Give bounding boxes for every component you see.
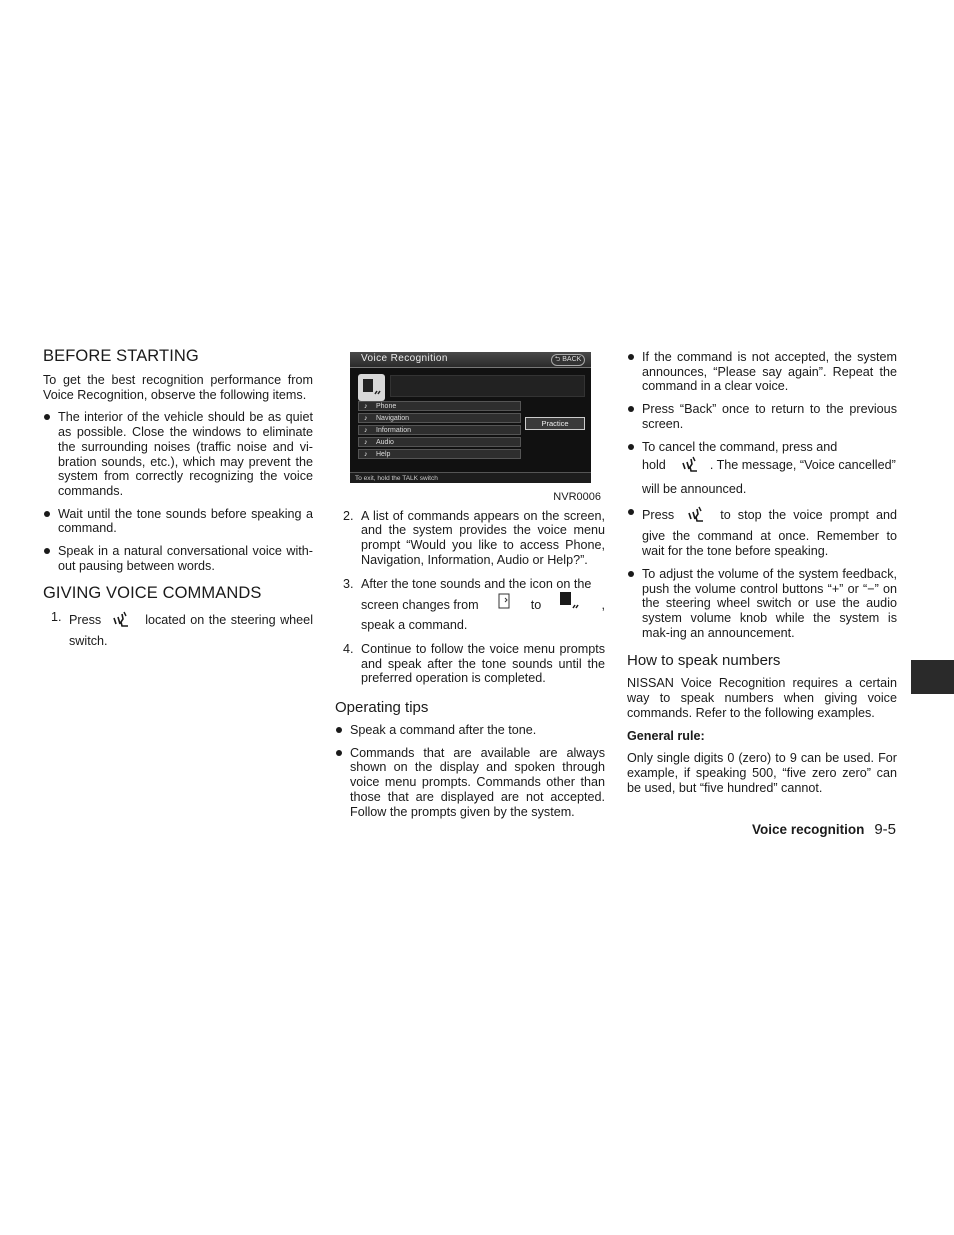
list-item: Speak in a natural conversational voice with-out pausing between words. (43, 544, 313, 573)
column-left (43, 346, 313, 658)
list-item: Speak a command after the tone. (335, 723, 605, 738)
menu-item-audio: ♪ Audio (358, 437, 521, 447)
column-right (627, 350, 897, 795)
screen-footer: To exit, hold the TALK switch (350, 472, 591, 483)
voice-icon: ♪ (364, 439, 368, 446)
heading-giving-voice-commands: GIVING VOICE COMMANDS (43, 584, 262, 603)
step-4: 4. Continue to follow the voice menu prompts and speak after the tone sounds until the preferred operation is completed. (343, 641, 605, 686)
page-footer (752, 822, 896, 838)
step-3: 3. After the tone sounds and the icon on the screen changes from to , speak a command. (343, 576, 605, 633)
voice-recognition-screen-figure (350, 352, 591, 483)
chapter-side-tab (911, 660, 954, 694)
list-item: To cancel the command, press and hold . The message, “Voice cancelled” will be announced. (627, 440, 897, 497)
menu-item-phone: ♪ Phone (358, 401, 521, 411)
bullet-icon (628, 354, 634, 360)
talk-switch-icon (680, 455, 700, 482)
numbers-intro: NISSAN Voice Recognition requires a certain way to speak numbers when giving voice commands. Refer to the following examples. (627, 676, 897, 720)
bullet-icon (44, 414, 50, 420)
bullet-icon (628, 571, 634, 577)
general-rule-text: Only single digits 0 (zero) to 9 can be used. For example, if speaking 500, “five zero zero” can be used, but “five hundred” cannot. (627, 751, 897, 795)
bullet-icon (628, 406, 634, 412)
step-1: 1. Press located on the steering wheel switch. (51, 610, 313, 649)
step-2: 2. A list of commands appears on the screen, and the system provides the voice menu prompt “Would you like to access Phone, Navigation, Information, Audio or Help?”. (343, 508, 605, 567)
bullet-icon (336, 727, 342, 733)
list-item: To adjust the volume of the system feedback, push the volume control buttons “+” or “−” on the steering wheel switch or use the audio system volume knob while the system is mak-ing an announcement. (627, 567, 897, 641)
speaker-icon (559, 591, 583, 618)
recognition-textbox (390, 375, 585, 397)
intro-paragraph: To get the best recognition performance from Voice Recognition, observe the following items. (43, 373, 313, 402)
voice-icon: ♪ (364, 427, 368, 434)
bullet-icon (628, 444, 634, 450)
list-item: If the command is not accepted, the system announces, “Please say again”. Repeat the command in a clear voice. (627, 350, 897, 394)
general-rule-label: General rule: (627, 728, 705, 743)
voice-icon: ♪ (364, 403, 368, 410)
list-item: Press to stop the voice prompt and give the command at once. Remember to wait for the tone before speaking. (627, 505, 897, 559)
menu-item-information: ♪ Information (358, 425, 521, 435)
menu-item-navigation: ♪ Navigation (358, 413, 521, 423)
bullet-icon (44, 511, 50, 517)
page-number: 9-5 (874, 821, 896, 838)
back-button: ⮌ BACK (551, 354, 585, 366)
screen-icon-outline (497, 592, 513, 617)
talk-switch-icon (111, 610, 131, 634)
list-item: The interior of the vehicle should be as quiet as possible. Close the windows to eliminate the surrounding noises (traffic noise and vi-bration sounds, etc.), which may prevent the system from correctly recognizing the voice commands. (43, 410, 313, 498)
footer-section-name: Voice recognition (752, 822, 865, 837)
heading-operating-tips: Operating tips (335, 699, 429, 717)
voice-icon: ♪ (364, 415, 368, 422)
practice-button: Practice (525, 417, 585, 430)
list-item: Wait until the tone sounds before speaking a command. (43, 507, 313, 536)
screen-title: Voice Recognition (361, 353, 448, 364)
bullet-icon (628, 509, 634, 515)
screen-titlebar (350, 352, 591, 368)
list-item: Commands that are available are always shown on the display and spoken through voice menu prompts. Commands other than those that are displayed are not accepted. Follow the prompts given by the system. (335, 746, 605, 820)
bullet-icon (336, 750, 342, 756)
heading-before-starting: BEFORE STARTING (43, 347, 199, 365)
speaker-icon (358, 374, 385, 401)
voice-icon: ♪ (364, 451, 368, 458)
talk-switch-icon (686, 505, 706, 529)
heading-how-to-speak-numbers: How to speak numbers (627, 652, 781, 670)
column-middle (335, 346, 605, 827)
figure-caption: NVR0006 (553, 491, 601, 503)
menu-item-help: ♪ Help (358, 449, 521, 459)
list-item: Press “Back” once to return to the previous screen. (627, 402, 897, 431)
bullet-icon (44, 548, 50, 554)
